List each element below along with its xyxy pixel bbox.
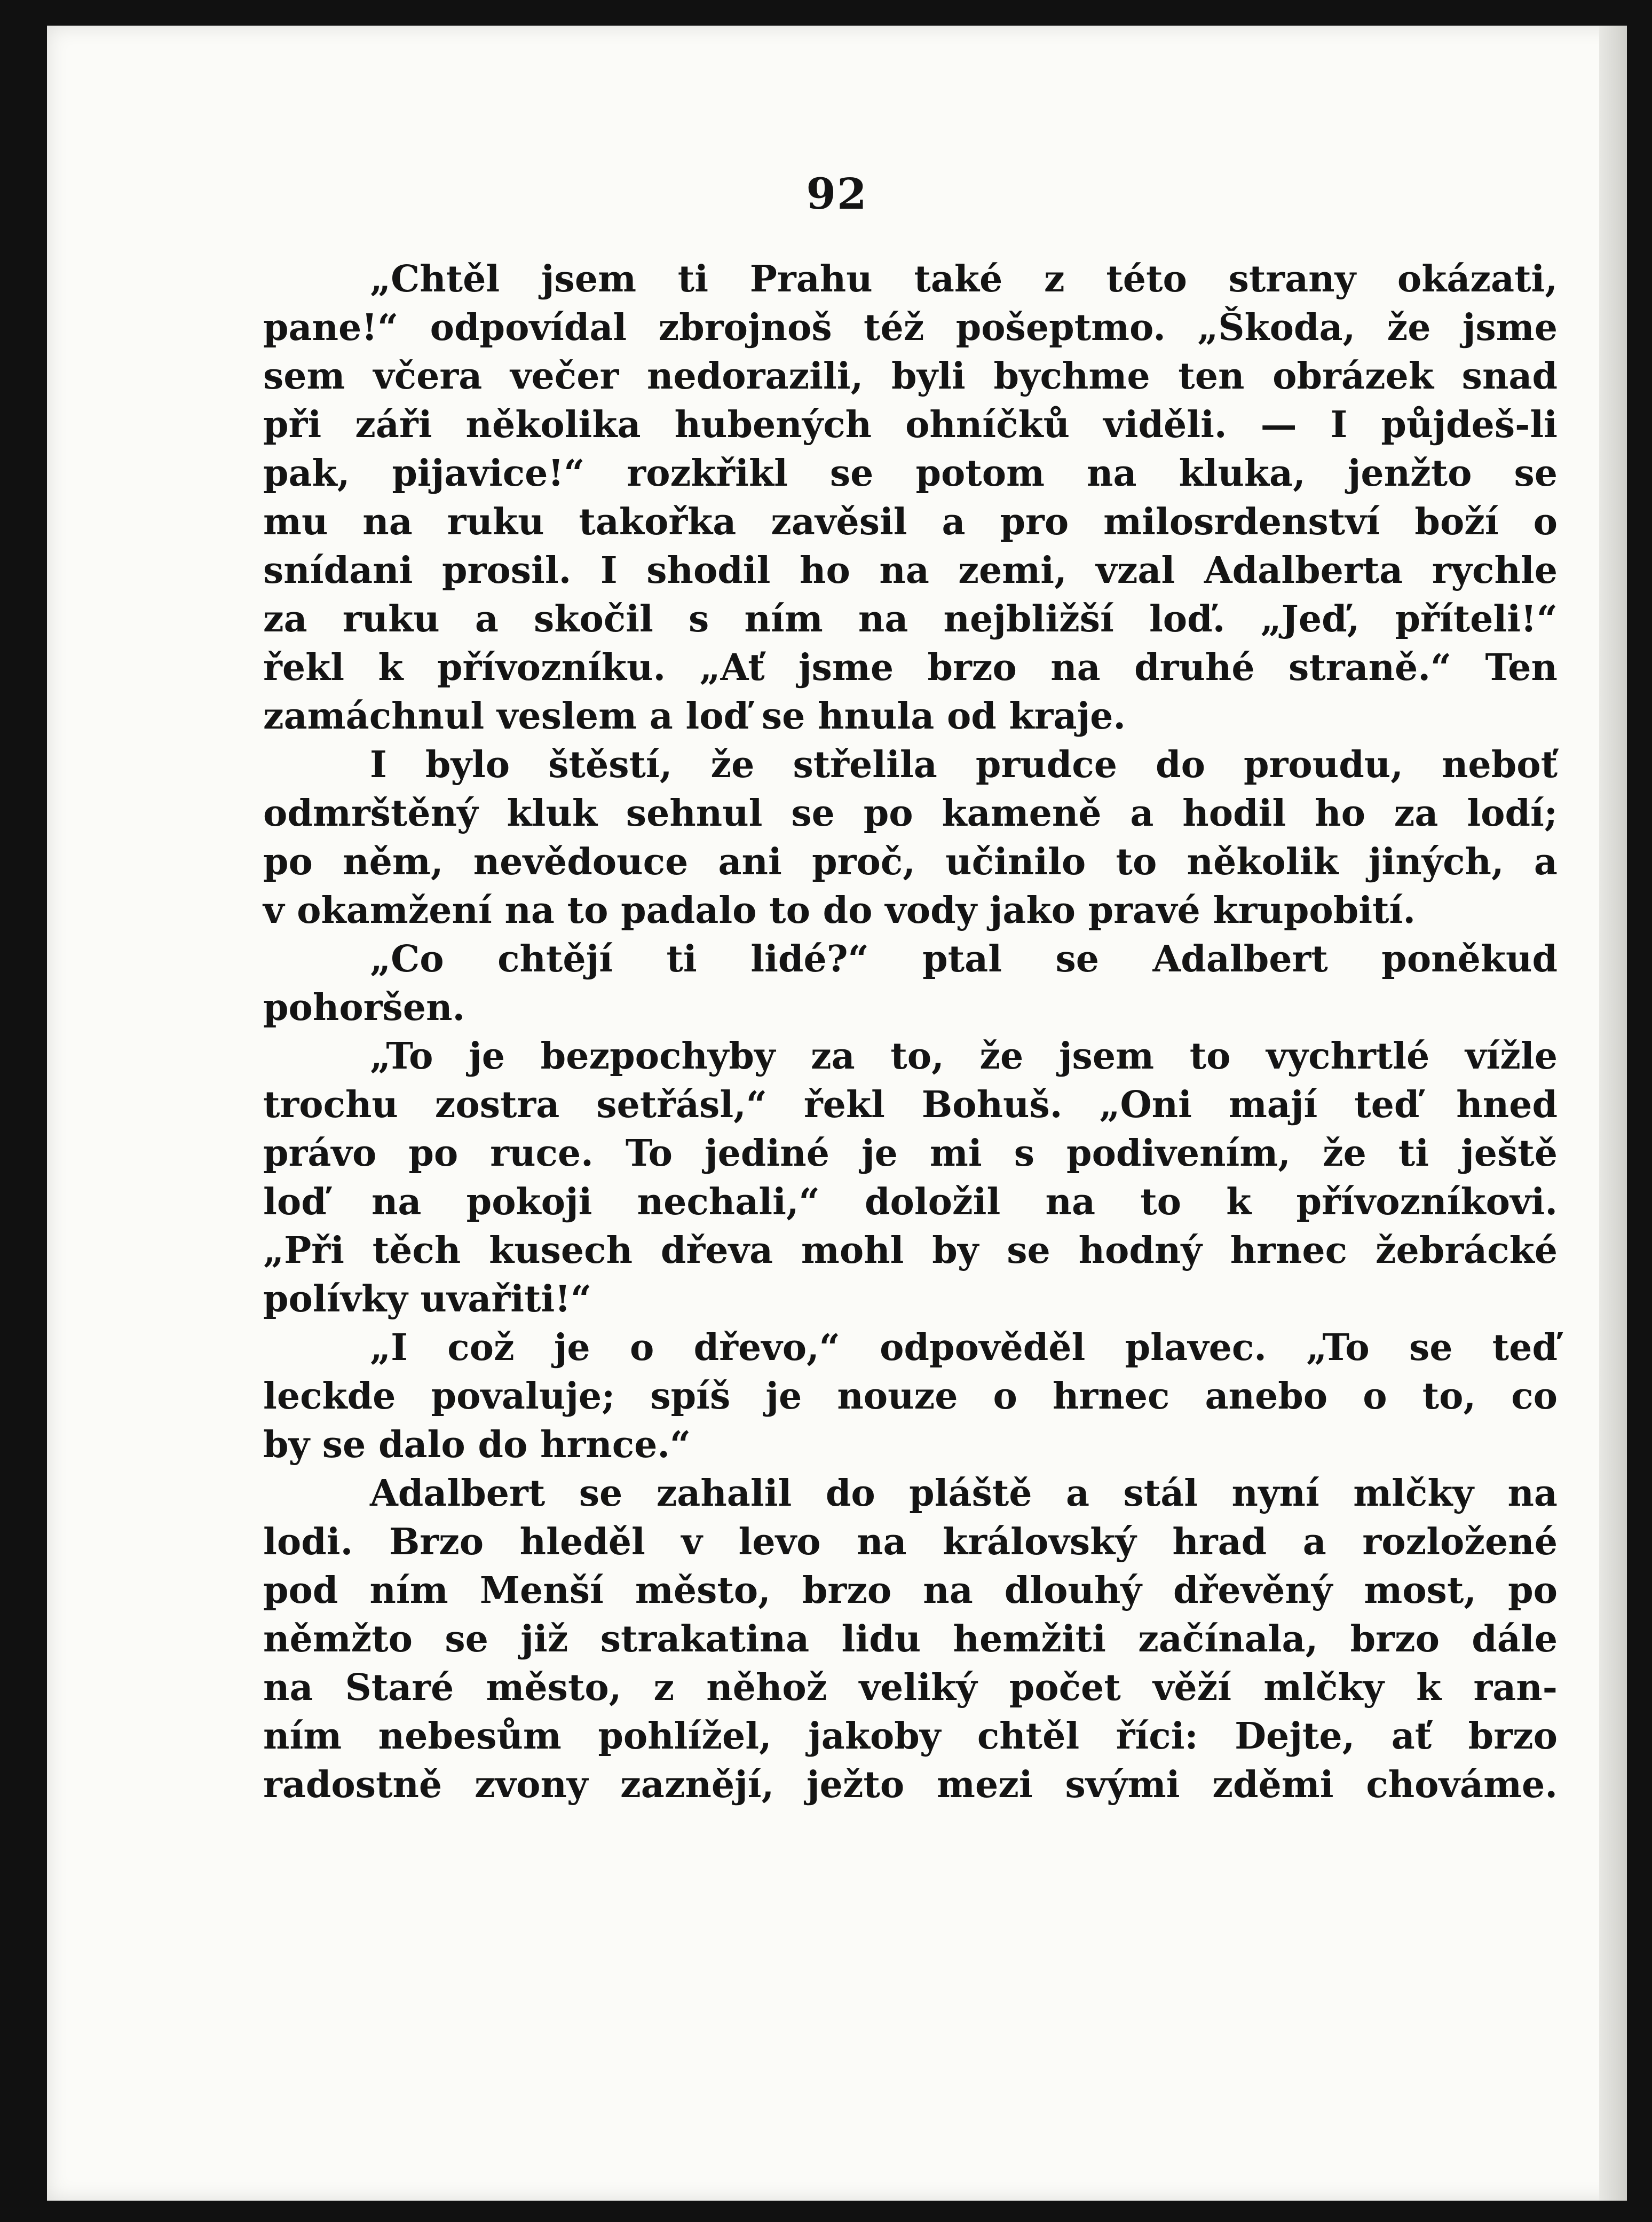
- text-line: odmrštěný kluk sehnul se po kameně a hodil ho za lodí;: [263, 792, 1558, 835]
- text-line: „I což je o dřevo,“ odpověděl plavec. „To se teď: [370, 1326, 1558, 1369]
- text-line: „Při těch kusech dřeva mohl by se hodný hrnec žebrácké: [263, 1229, 1558, 1272]
- text-line: trochu zostra setřásl,“ řekl Bohuš. „Oni mají teď hned: [263, 1084, 1558, 1126]
- text-line: I bylo štěstí, že střelila prudce do proudu, neboť: [370, 744, 1558, 786]
- text-line: mu na ruku takořka zavěsil a pro milosrdenství boží o: [263, 501, 1558, 543]
- body-text: [263, 255, 1558, 1809]
- text-line: pod ním Menší město, brzo na dlouhý dřevěný most, po: [263, 1569, 1558, 1612]
- text-line: řekl k přívozníku. „Ať jsme brzo na druhé straně.“ Ten: [263, 646, 1558, 689]
- text-line: „Co chtějí ti lidé?“ ptal se Adalbert poněkud: [370, 938, 1558, 980]
- text-line: loď na pokoji nechali,“ doložil na to k přívozníkovi.: [263, 1181, 1558, 1223]
- text-line: snídani prosil. I shodil ho na zemi, vzal Adalberta rychle: [263, 549, 1558, 592]
- text-line: pohoršen.: [263, 986, 465, 1029]
- text-line: „Chtěl jsem ti Prahu také z této strany okázati,: [370, 258, 1558, 301]
- text-line: pane!“ odpovídal zbrojnoš též pošeptmo. „Škoda, že jsme: [263, 306, 1558, 349]
- text-line: lodi. Brzo hleděl v levo na královský hrad a rozložené: [263, 1521, 1558, 1563]
- text-line: by se dalo do hrnce.“: [263, 1424, 691, 1466]
- book-page: [47, 26, 1627, 2201]
- page-number: 92: [806, 169, 868, 219]
- text-line: za ruku a skočil s ním na nejbližší loď. „Jeď, příteli!“: [263, 598, 1558, 640]
- text-line: při záři několika hubených ohníčků viděli. — I půjdeš-li: [263, 404, 1558, 446]
- text-line: „To je bezpochyby za to, že jsem to vychrtlé vížle: [370, 1035, 1558, 1078]
- text-line: po něm, nevědouce ani proč, učinilo to několik jiných, a: [263, 841, 1558, 883]
- text-line: v okamžení na to padalo to do vody jako pravé krupobití.: [263, 889, 1416, 932]
- text-line: polívky uvařiti!“: [263, 1278, 592, 1320]
- text-line: ním nebesům pohlížel, jakoby chtěl říci: Dejte, ať brzo: [263, 1715, 1558, 1758]
- text-line: Adalbert se zahalil do pláště a stál nyní mlčky na: [370, 1472, 1558, 1515]
- text-line: radostně zvony zaznějí, ježto mezi svými zděmi chováme.: [263, 1764, 1558, 1806]
- text-line: leckde povaluje; spíš je nouze o hrnec anebo o to, co: [263, 1375, 1558, 1418]
- text-line: na Staré město, z něhož veliký počet věží mlčky k ran-: [263, 1666, 1558, 1709]
- text-line: pak, pijavice!“ rozkřikl se potom na kluka, jenžto se: [263, 452, 1558, 495]
- page-edge-shadow: [1599, 26, 1627, 2201]
- text-line: právo po ruce. To jediné je mi s podivením, že ti ještě: [263, 1132, 1558, 1175]
- text-line: němžto se již strakatina lidu hemžiti začínala, brzo dále: [263, 1618, 1558, 1660]
- text-line: sem včera večer nedorazili, byli bychme ten obrázek snad: [263, 355, 1558, 398]
- text-line: zamáchnul veslem a loď se hnula od kraje.: [263, 695, 1126, 738]
